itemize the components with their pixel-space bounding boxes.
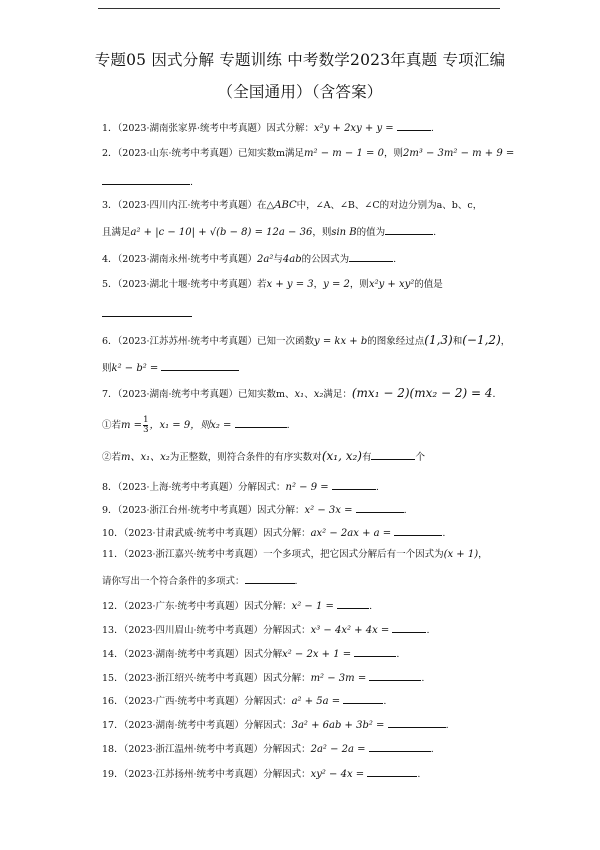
answer-blank[interactable] (337, 598, 369, 609)
question-7-part1: ①若m = $\frac{1}{3}$ ，x₁ = 9，则x₂ = . (102, 415, 290, 435)
question-7-part2: ②若m、x₁、x₂为正整数，则符合条件的有序实数对(x₁, x₂)有 个 (102, 449, 425, 463)
document-title: 专题05 因式分解 专题训练 中考数学2023年真题 专项汇编 (94, 51, 506, 69)
fraction: $\frac{1}{3}$ (143, 415, 149, 435)
question-3: 3．（2023·四川内江·统考中考真题）在△ABC中，∠A、∠B、∠C的对边分别为a、b、c， (102, 200, 483, 211)
document-subtitle: （全国通用）（含答案） (217, 83, 383, 101)
answer-blank[interactable] (235, 417, 287, 428)
question-5-answer-line (102, 306, 560, 322)
answer-blank[interactable] (388, 717, 446, 728)
answer-blank[interactable] (102, 174, 190, 185)
answer-blank[interactable] (397, 120, 431, 131)
top-rule (98, 8, 500, 9)
question-6-line2: 则k² − b² = (102, 360, 560, 376)
question-5: 5．（2023·湖北十堰·统考中考真题）若x + y = 3，y = 2，则x²y + xy²的值是 (102, 279, 443, 290)
answer-blank[interactable] (385, 224, 433, 235)
question-11: 11．（2023·浙江嘉兴·统考中考真题）一个多项式，把它因式分解后有一个因式为(x + 1)， (102, 549, 488, 560)
answer-blank[interactable] (371, 449, 415, 460)
answer-blank[interactable] (369, 741, 431, 752)
answer-blank[interactable] (356, 502, 404, 513)
answer-blank[interactable] (394, 525, 442, 536)
answer-blank[interactable] (332, 479, 376, 490)
answer-blank[interactable] (392, 622, 426, 633)
question-7: 7．（2023·湖南·统考中考真题）已知实数m、x₁、x₂满足：(mx₁ − 2)(mx₂ − 2) = 4． (102, 386, 502, 400)
answer-blank[interactable] (245, 573, 295, 584)
question-16: 16．（2023·广西·统考中考真题）分解因式：a² + 5a = . (102, 693, 560, 709)
question-17: 17．（2023·湖南·统考中考真题）分解因式：3a² + 6ab + 3b² = . (102, 717, 560, 733)
question-14: 14．（2023·湖南·统考中考真题）因式分解x² − 2x + 1 = . (102, 646, 560, 662)
answer-blank[interactable] (354, 646, 396, 657)
question-12: 12．（2023·广东·统考中考真题）因式分解：x² − 1 = . (102, 598, 560, 614)
question-8: 8．（2023·上海·统考中考真题）分解因式：n² − 9 = . (102, 479, 560, 495)
question-19: 19．（2023·江苏扬州·统考中考真题）分解因式：xy² − 4x = . (102, 766, 560, 782)
answer-blank[interactable] (367, 766, 417, 777)
question-15: 15．（2023·浙江绍兴·统考中考真题）因式分解：m² − 3m = . (102, 670, 560, 686)
question-3-line2: 且满足a² + |c − 10| + √(b − 8) = 12a − 36，则sin B的值为 . (102, 224, 560, 240)
question-10: 10．（2023·甘肃武威·统考中考真题）因式分解：ax² − 2ax + a = . (102, 525, 560, 541)
question-4: 4．（2023·湖南永州·统考中考真题）2a²与4ab的公因式为 . (102, 251, 560, 267)
question-6: 6．（2023·江苏苏州·统考中考真题）已知一次函数y = kx + b的图象经过点(1,3)和(−1,2)， (102, 333, 511, 347)
question-9: 9．（2023·浙江台州·统考中考真题）因式分解：x² − 3x = . (102, 502, 560, 518)
question-1: 1．（2023·湖南张家界·统考中考真题）因式分解：x²y + 2xy + y = . (102, 120, 560, 136)
question-2-answer-line: . (102, 174, 560, 190)
answer-blank[interactable] (369, 670, 421, 681)
question-2: 2．（2023·山东·统考中考真题）已知实数m满足m² − m − 1 = 0，则2m³ − 3m² − m + 9 = (102, 148, 515, 159)
answer-blank[interactable] (343, 693, 383, 704)
question-13: 13．（2023·四川眉山·统考中考真题）分解因式：x³ − 4x² + 4x = . (102, 622, 560, 638)
answer-blank[interactable] (102, 306, 192, 317)
answer-blank[interactable] (161, 360, 239, 371)
question-18: 18．（2023·浙江温州·统考中考真题）分解因式：2a² − 2a = . (102, 741, 560, 757)
question-11-line2: 请你写出一个符合条件的多项式： . (102, 573, 560, 589)
answer-blank[interactable] (349, 251, 393, 262)
